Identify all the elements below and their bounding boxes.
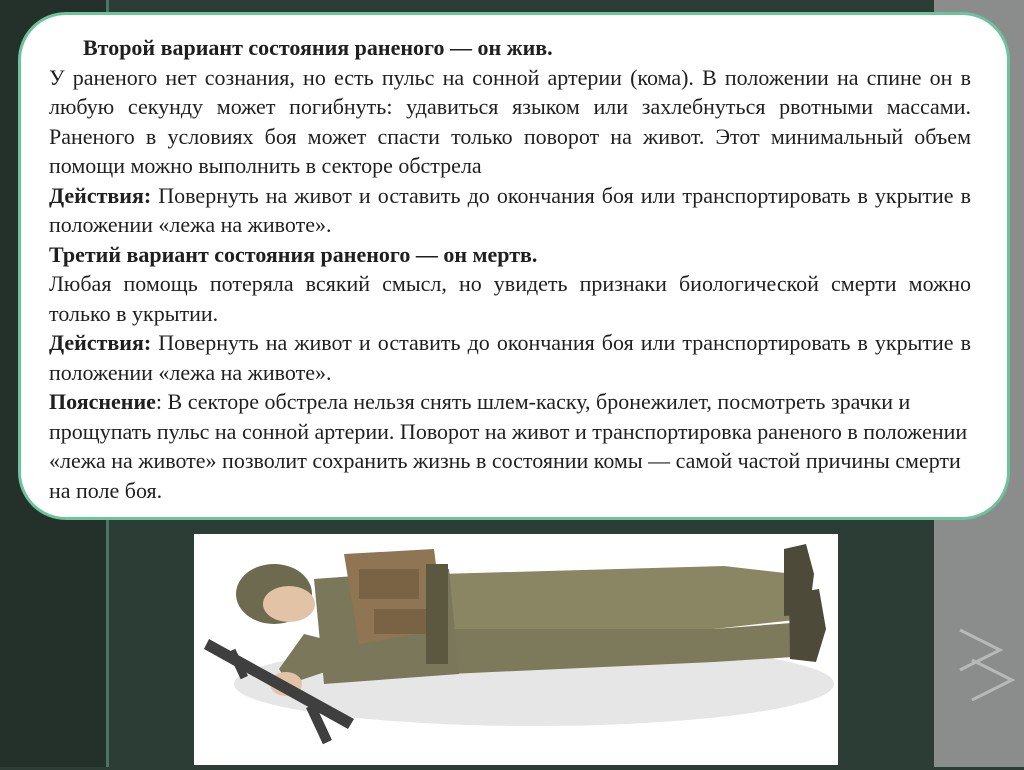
- actions-paragraph-1: [49, 181, 971, 240]
- actions-text-1: Повернуть на живот и оставить до окончания боя или транспортировать в укрытие в положении «лежа на животе».: [49, 182, 971, 237]
- wounded-soldier-icon: [194, 534, 838, 765]
- actions-label-1: Действия:: [49, 182, 152, 208]
- actions-paragraph-2: [49, 328, 971, 387]
- heading-second-variant: Второй вариант состояния раненого — он жив.: [83, 35, 553, 60]
- paragraph-second-variant: У раненого нет сознания, но есть пульс на сонной артерии (кома). В положении на спине он в любую секунду может погибнуть: удавиться языком или захлебнуться рвотными массами. Раненого в условиях боя может спасти только поворот на живот. Этот минимальный объем помощи можно выполнить в секторе обстрела: [49, 64, 971, 178]
- actions-label-2: Действия:: [49, 330, 152, 355]
- note-paragraph: [49, 387, 971, 505]
- note-colon: :: [155, 389, 163, 414]
- illustration-panel: [194, 534, 838, 765]
- note-text: В секторе обстрела нельзя снять шлем-каску, бронежилет, посмотреть зрачки и прощупать пульс на сонной артерии. Поворот на живот и транспортировка раненого в положении «лежа на животе» позволит сохранить жизнь в состоянии комы — самой частой причины смерти на поле боя.: [49, 389, 968, 503]
- paragraph-third-variant: Любая помощь потеряла всякий смысл, но увидеть признаки биологической смерти можно только в укрытии.: [49, 271, 971, 326]
- actions-text-2: Повернуть на живот и оставить до окончания боя или транспортировать в укрытие в положении «лежа на животе».: [49, 330, 971, 385]
- chevron-decoration-icon: [956, 620, 1016, 710]
- heading-third-variant: Третий вариант состояния раненого — он мертв.: [49, 241, 538, 267]
- note-label: Пояснение: [49, 389, 156, 414]
- text-card: [18, 12, 1010, 520]
